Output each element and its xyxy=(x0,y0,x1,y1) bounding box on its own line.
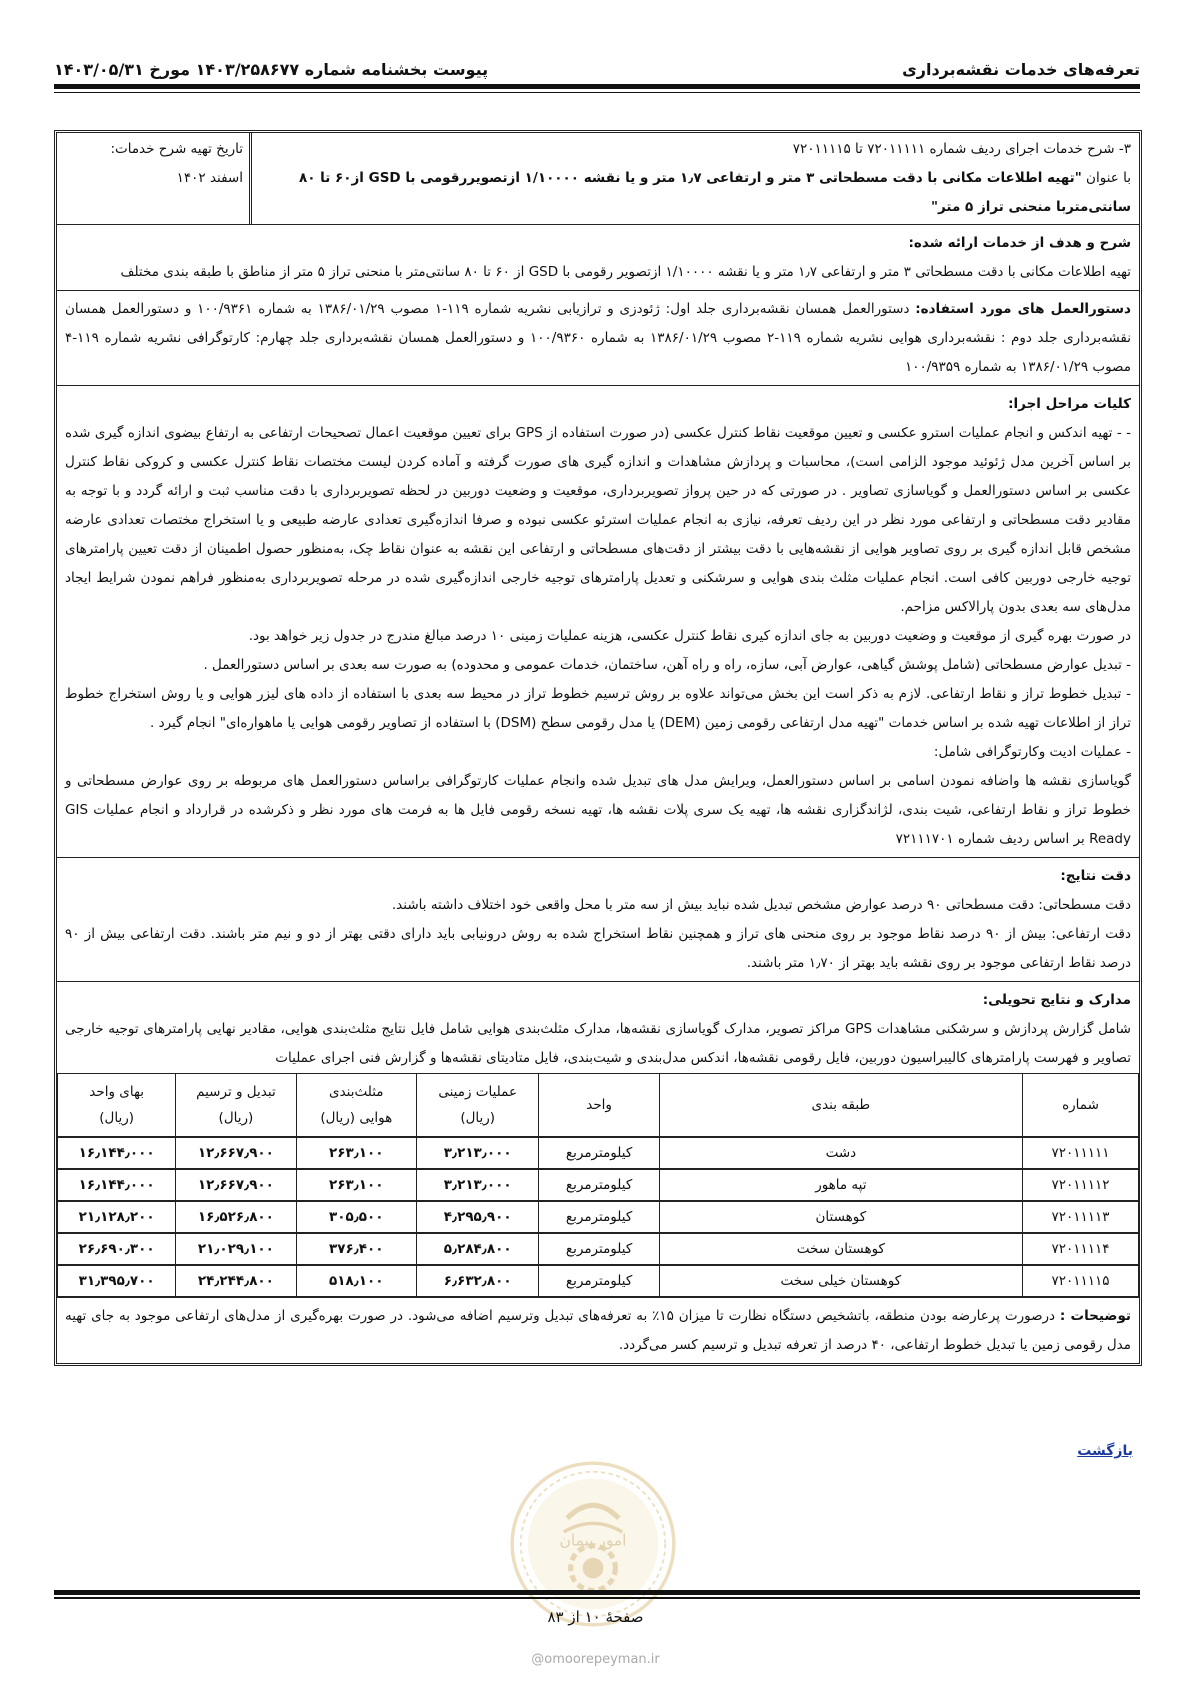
table-header-row xyxy=(58,1074,1139,1138)
cell-ground: ۴٫۲۹۵٫۹۰۰ xyxy=(416,1201,538,1233)
cell-price: ۱۶٫۱۴۴٫۰۰۰ xyxy=(58,1137,176,1169)
header-aero: مثلث‌بندی هوایی (ریال) xyxy=(296,1074,416,1138)
notes-title: توضیحات : xyxy=(1059,1308,1131,1324)
cell-aero: ۳۷۶٫۴۰۰ xyxy=(296,1233,416,1265)
cell-class: کوهستان خیلی سخت xyxy=(659,1265,1022,1297)
cell-conv: ۲۴٫۲۴۴٫۸۰۰ xyxy=(176,1265,296,1297)
cell-class: تپه ماهور xyxy=(659,1169,1022,1201)
cell-ground: ۵٫۲۸۴٫۸۰۰ xyxy=(416,1233,538,1265)
cell-unit: کیلومترمربع xyxy=(539,1169,659,1201)
cell-unit: کیلومترمربع xyxy=(539,1201,659,1233)
cell-ground: ۶٫۶۳۲٫۸۰۰ xyxy=(416,1265,538,1297)
cell-code: ۷۲۰۱۱۱۱۲ xyxy=(1022,1169,1138,1201)
header-class: طبقه بندی xyxy=(659,1074,1022,1138)
cell-price: ۳۱٫۳۹۵٫۷۰۰ xyxy=(58,1265,176,1297)
standards-title: دستورالعمل های مورد استفاده: xyxy=(915,301,1131,317)
cell-unit: کیلومترمربع xyxy=(539,1137,659,1169)
service-title-row xyxy=(57,133,1139,225)
steps-title: کلیات مراحل اجرا: xyxy=(1008,396,1131,412)
service-range: ۳- شرح خدمات اجرای ردیف شماره ۷۲۰۱۱۱۱۱ تا ۷۲۰۱۱۱۱۵ xyxy=(792,141,1131,157)
page-number: صفحۀ ۱۰ از ۸۳ xyxy=(547,1608,644,1626)
cell-aero: ۲۶۳٫۱۰۰ xyxy=(296,1169,416,1201)
header-unit: واحد xyxy=(539,1074,659,1138)
cell-code: ۷۲۰۱۱۱۱۱ xyxy=(1022,1137,1138,1169)
accuracy-title: دقت نتایج: xyxy=(1060,868,1131,884)
header-ground: عملیات زمینی (ریال) xyxy=(416,1074,538,1138)
notes-section xyxy=(57,1298,1139,1363)
date-value: اسفند ۱۴۰۲ xyxy=(176,170,243,186)
header-rule-thick xyxy=(54,84,1140,89)
service-title: با عنوان "تهیه اطلاعات مکانی با دقت مسطحاتی ۳ متر و ارتفاعی ۱٫۷ متر و یا نقشه ۱/۱۰۰۰۰ ازتصویررقومی با GSD از۶۰ تا ۸۰ سانتی‌متربا منحنی تراز ۵ متر" xyxy=(298,170,1131,215)
accuracy-section xyxy=(57,857,1139,981)
cell-class: کوهستان xyxy=(659,1201,1022,1233)
header-title: تعرفه‌های خدمات نقشه‌برداری xyxy=(902,60,1140,79)
cell-conv: ۱۲٫۶۶۷٫۹۰۰ xyxy=(176,1169,296,1201)
service-frame xyxy=(54,130,1142,1366)
header-circular-ref: پیوست بخشنامه شماره ۱۴۰۳/۲۵۸۶۷۷ مورخ ۱۴۰۳/۰۵/۳۱ xyxy=(54,60,489,79)
accuracy-paragraph: دقت ارتفاعی: بیش از ۹۰ درصد نقاط موجود بر روی منحنی های تراز و همچنین نقاط استخراج شده به روش درونیابی باید دارای دقتی بهتر از دو و نیم متر باشند. دقت ارتفاعی بیش از ۹۰ درصد نقاط ارتفاعی موجود بر روی نقشه باید بهتر از ۱٫۷۰ متر باشند. xyxy=(65,926,1131,971)
service-title-cell xyxy=(249,133,1139,224)
goal-section xyxy=(57,225,1139,290)
fee-table xyxy=(57,1073,1139,1298)
steps-paragraph: - تبدیل عوارض مسطحاتی (شامل پوشش گیاهی، عوارض آبی، سازه، راه و راه آهن، ساختمان، خدمات عمومی و محدوده) به صورت سه بعدی بر اساس دستورالعمل . xyxy=(203,657,1131,673)
cell-price: ۱۶٫۱۴۴٫۰۰۰ xyxy=(58,1169,176,1201)
standards-text: دستورالعمل های مورد استفاده: دستورالعمل همسان نقشه‌برداری جلد اول: ژئودزی و ترازیابی نشریه شماره ۱۱۹-۱ مصوب ۱۳۸۶/۰۱/۲۹ به شماره ۱۰۰/۹۳۶۱ و دستورالعمل همسان نقشه‌برداری جلد دوم : نقشه‌برداری هوایی نشریه شماره ۱۱۹-۲ مصوب ۱۳۸۶/۰۱/۲۹ به شماره ۱۰۰/۹۳۶۰ و دستورالعمل همسان نقشه‌برداری جلد چهارم: کارتوگرافی نشریه شماره ۱۱۹-۴ مصوب ۱۳۸۶/۰۱/۲۹ به شماره ۱۰۰/۹۳۵۹ xyxy=(65,301,1131,375)
steps-paragraph: - عملیات ادیت وکارتوگرافی شامل: xyxy=(933,744,1131,760)
table-row xyxy=(58,1169,1139,1201)
cell-aero: ۵۱۸٫۱۰۰ xyxy=(296,1265,416,1297)
service-date-cell xyxy=(57,133,249,224)
cell-code: ۷۲۰۱۱۱۱۵ xyxy=(1022,1265,1138,1297)
goal-title: شرح و هدف از خدمات ارائه شده: xyxy=(908,235,1131,251)
table-row xyxy=(58,1137,1139,1169)
footer-rule-thick xyxy=(54,1590,1140,1595)
steps-paragraph: در صورت بهره گیری از موقعیت و وضعیت دوربین به جای اندازه کیری نقاط کنترل عکسی، هزینه عملیات زمینی ۱۰ درصد مبالغ مندرج در جدول زیر خواهد بود. xyxy=(248,628,1131,644)
cell-conv: ۲۱٫۰۲۹٫۱۰۰ xyxy=(176,1233,296,1265)
back-link[interactable]: بازگشت xyxy=(1077,1443,1133,1459)
service-title-bold: "تهیه اطلاعات مکانی با دقت مسطحاتی ۳ متر و ارتفاعی ۱٫۷ متر و یا نقشه ۱/۱۰۰۰۰ ازتصویررقومی با GSD از۶۰ تا ۸۰ سانتی‌متربا منحنی تراز ۵ متر" xyxy=(298,170,1131,215)
date-label: تاریخ تهیه شرح خدمات: xyxy=(110,141,243,157)
deliverables-text: شامل گزارش پردازش و سرشکنی مشاهدات GPS مراکز تصویر، مدارک گویاسازی نقشه‌ها، مدارک مثلث‌بندی هوایی شامل فایل نتایج مثلث‌بندی هوایی، مقادیر نهایی پارامترهای توجیه خارجی تصاویر و فهرست پارامترهای کالیبراسیون دوربین، فایل رقومی نقشه‌ها، اندکس مدل‌بندی و شیت‌بندی، فایل متادیتای نقشه‌ها و گزارش فنی اجرای عملیات xyxy=(65,1021,1131,1066)
cell-price: ۲۱٫۱۲۸٫۲۰۰ xyxy=(58,1201,176,1233)
header-rule-thin xyxy=(54,92,1140,93)
standards-section xyxy=(57,290,1139,385)
cell-ground: ۳٫۲۱۳٫۰۰۰ xyxy=(416,1137,538,1169)
header-conv: تبدیل و ترسیم (ریال) xyxy=(176,1074,296,1138)
cell-class: دشت xyxy=(659,1137,1022,1169)
steps-paragraph: گویاسازی نقشه ها واضافه نمودن اسامی بر اساس دستورالعمل، ویرایش مدل های تبدیل شده وانجام عملیات کارتوگرافی براساس دستورالعمل های مربوطه بر روی عوارض مسطحاتی و خطوط تراز و نقاط ارتفاعی، شیت بندی، لژاندگزاری نقشه ها، تهیه یک سری پلات نقشه ها، تهیه نسخه رقومی فایل ها به فرمت های مورد نظر و ذکرشده در قرارداد و انجام عملیات GIS Ready بر اساس ردیف شماره ۷۲۱۱۱۷۰۱ xyxy=(65,773,1131,847)
omoorepeyman-seal-watermark xyxy=(507,1458,679,1630)
cell-class: کوهستان سخت xyxy=(659,1233,1022,1265)
cell-aero: ۳۰۵٫۵۰۰ xyxy=(296,1201,416,1233)
header-price: بهای واحد (ریال) xyxy=(58,1074,176,1138)
deliverables-section xyxy=(57,981,1139,1073)
cell-price: ۲۶٫۶۹۰٫۳۰۰ xyxy=(58,1233,176,1265)
table-row xyxy=(58,1265,1139,1297)
cell-aero: ۲۶۳٫۱۰۰ xyxy=(296,1137,416,1169)
header-code: شماره xyxy=(1022,1074,1138,1138)
cell-unit: کیلومترمربع xyxy=(539,1265,659,1297)
table-row xyxy=(58,1201,1139,1233)
goal-text: تهیه اطلاعات مکانی با دقت مسطحاتی ۳ متر و ارتفاعی ۱٫۷ متر و یا نقشه ۱/۱۰۰۰۰ ازتصویر رقومی با GSD از ۶۰ تا ۸۰ سانتی‌متر با منحنی تراز ۵ متر از مناطق با طبقه بندی مختلف xyxy=(120,264,1131,280)
notes-text: توضیحات : درصورت پرعارضه بودن منطقه، باتشخیص دستگاه نظارت تا میزان ۱۵٪ به تعرفه‌های تبدیل وترسیم اضافه می‌شود. در صورت بهره‌گیری از مدل‌های ارتفاعی موجود به جای تهیه مدل رقومی زمین یا تبدیل خطوط ارتفاعی، ۴۰ درصد از تعرفه تبدیل و ترسیم کسر می‌گردد. xyxy=(65,1308,1131,1353)
cell-conv: ۱۲٫۶۶۷٫۹۰۰ xyxy=(176,1137,296,1169)
table-row xyxy=(58,1233,1139,1265)
steps-section xyxy=(57,385,1139,857)
steps-paragraph: - تبدیل خطوط تراز و نقاط ارتفاعی. لازم به ذکر است این بخش می‌تواند علاوه بر روش ترسیم خطوط تراز در محیط سه بعدی با استفاده از داده های لیزر هوایی و یا روش استخراج خطوط تراز از اطلاعات تهیه شده بر اساس خدمات "تهیه مدل ارتفاعی رقومی زمین (DEM) یا مدل رقومی سطح (DSM) با استفاده از تصاویر رقومی هوایی یا ماهواره‌ای" انجام گیرد . xyxy=(65,686,1131,731)
footer-rule-thin xyxy=(54,1597,1140,1599)
deliverables-title: مدارک و نتایج تحویلی: xyxy=(982,992,1131,1008)
site-watermark: @omoorepeyman.ir xyxy=(531,1652,660,1667)
seal-text: امور پیمان xyxy=(559,1531,627,1550)
cell-code: ۷۲۰۱۱۱۱۳ xyxy=(1022,1201,1138,1233)
cell-code: ۷۲۰۱۱۱۱۴ xyxy=(1022,1233,1138,1265)
cell-ground: ۳٫۲۱۳٫۰۰۰ xyxy=(416,1169,538,1201)
cell-unit: کیلومترمربع xyxy=(539,1233,659,1265)
accuracy-paragraph: دقت مسطحاتی: دقت مسطحاتی ۹۰ درصد عوارض مشخص تبدیل شده نباید بیش از سه متر با محل واقعی خود اختلاف داشته باشند. xyxy=(391,897,1131,913)
cell-conv: ۱۶٫۵۲۶٫۸۰۰ xyxy=(176,1201,296,1233)
steps-paragraph: - - تهیه اندکس و انجام عملیات استرو عکسی و تعیین موقعیت نقاط کنترل عکسی (در صورت استفاده از GPS برای تعیین موقعیت اعمال تصحیحات ارتفاعی به ارتفاع بیضوی اندازه گیری شده بر اساس آخرین مدل ژئوئید موجود الزامی است)، محاسبات و پردازش مشاهدات و اندازه گیری های صورت گرفته و آماده کردن لیست مختصات نقاط کنترل عکسی و کروکی نقاط کنترل عکسی بر اساس دستورالعمل و گویاسازی تصاویر . در صورتی که در حین پرواز تصویربرداری، موقعیت و وضعیت دوربین در لحظه تصویربرداری با دقت مناسب ثبت و ارائه گردد و با توجه به مقادیر دقت مسطحاتی و ارتفاعی مورد نظر در این ردیف تعرفه، نیازی به انجام عملیات استرئو عکسی نبوده و صرفا اندازه‌گیری تعدادی عارضه طبیعی و یا استخراج مختصات تعدادی عارضه مشخص قابل اندازه گیری بر روی تصاویر هوایی از نقشه‌هایی با دقت بیشتر از دقت‌های مسطحاتی و ارتفاعی این نقشه به عنوان نقاط چک، به‌منظور حصول اطمینان از دقت تعیین پارامترهای توجیه خارجی دوربین کافی است. انجام عملیات مثلث بندی هوایی و سرشکنی و تعدیل پارامترهای توجیه خارجی اندازه‌گیری شده در مرحله تصویربرداری به‌منظور فراهم نمودن شرایط ایجاد مدل‌های سه بعدی بدون پارالاکس مزاحم. xyxy=(65,425,1131,615)
